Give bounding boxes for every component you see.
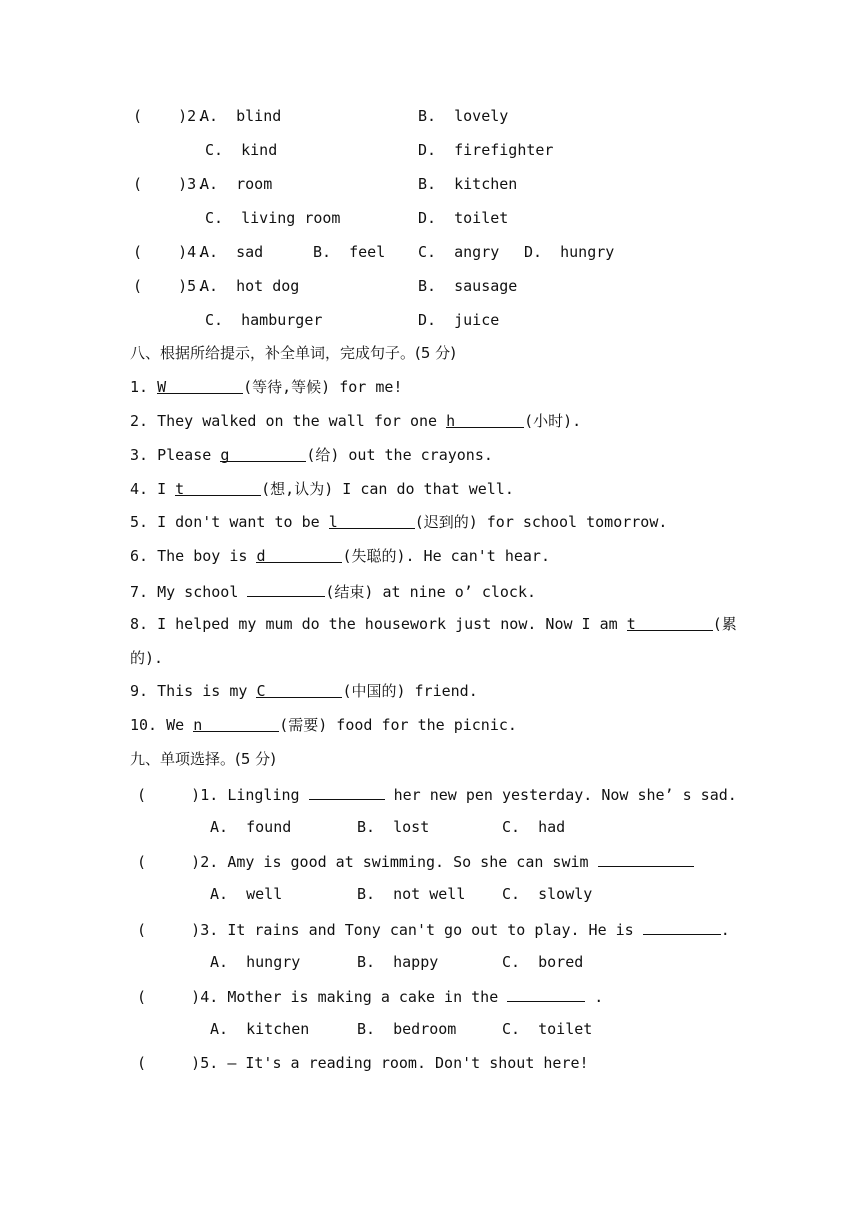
option-b: B. feel [313, 243, 386, 261]
section9-heading: 九、单项选择。(5 分) [130, 750, 277, 768]
answer-paren: ( )2. [137, 853, 219, 871]
option-b: B. kitchen [418, 175, 518, 193]
option-a: A. well [210, 885, 283, 903]
fill-item-4: 4. I t (想,认为) I can do that well. [130, 480, 514, 498]
option-c: C. had [502, 818, 566, 836]
option-c: C. angry [418, 243, 500, 261]
option-d: D. hungry [524, 243, 615, 261]
option-b: B. bedroom [357, 1020, 457, 1038]
option-a: A. hot dog [200, 277, 300, 295]
blank[interactable]: d [256, 546, 342, 563]
option-a: A. sad [200, 243, 264, 261]
answer-paren: ( )4. [133, 243, 206, 261]
option-b: B. lovely [418, 107, 509, 125]
option-c: C. hamburger [205, 311, 323, 329]
option-b: B. happy [357, 953, 439, 971]
fill-item-2: 2. They walked on the wall for one h (小时). [130, 412, 582, 430]
blank[interactable] [507, 985, 585, 1002]
fill-item-7: 7. My school (结束) at nine o’ clock. [130, 580, 536, 600]
answer-paren: ( )5. [137, 1054, 219, 1072]
fill-item-5: 5. I don't want to be l (迟到的) for school tomorrow. [130, 513, 668, 531]
blank[interactable]: g [220, 445, 306, 462]
blank[interactable]: l [329, 512, 415, 529]
answer-paren: ( )2. [133, 107, 206, 125]
section8-heading: 八、根据所给提示，补全单词，完成句子。(5 分) [130, 344, 457, 362]
answer-paren: ( )3. [133, 175, 206, 193]
option-b: B. not well [357, 885, 466, 903]
worksheet-page: ( )2. A. blind B. lovely C. kind D. firefighter ( )3. A. room B. kitchen C. living room D. toilet ( )4. A. sad B. feel C. angry D. hungry ( )5. A. hot dog B. sausage C. hamburger D. juice 八、根据所给提示，补全单词，完成句子。(5 分) 1. W (等待,等候) for me! 2. They walked on the wall for one h (小时). 3. Please g (给) out the crayons. 4. I t (想,认为) I can do that well. 5. I don't want to be l (迟到的) for school tomorrow. 6. The boy is d (失聪的). He can't hear. 7. My school (结束) at nine o’ clock. 8. I helped my mum do the housework just now. Now I am t (累 的). 9. This is my C (中国的) friend. 10. We n (需要) food for the picnic. 九、单项选择。(5 分) ( )1. Lingling her new pen yesterday. Now she’ s sad. A. found B. lost C. had ( )2. Amy is good at swimming. So she can swim A. well B. not well C. slowly ( )3. It rains and Tony can't go out to play. He is . A. hungry B. happy C. bored ( )4. Mother is making a cake in the . A. kitchen B. bedroom C. toilet ( )5. — It's a reading room. Don't shout here! [130, 107, 737, 1072]
fill-item-10: 10. We n (需要) food for the picnic. [130, 716, 517, 734]
answer-paren: ( )3. [137, 921, 219, 939]
fill-item-3: 3. Please g (给) out the crayons. [130, 446, 493, 464]
option-b: B. lost [357, 818, 430, 836]
blank[interactable] [247, 580, 325, 597]
blank[interactable]: t [627, 614, 713, 631]
option-c: C. bored [502, 953, 584, 971]
blank[interactable] [598, 850, 694, 867]
option-c: C. slowly [502, 885, 593, 903]
option-a: A. blind [200, 107, 282, 125]
option-c: C. living room [205, 209, 341, 227]
option-c: C. toilet [502, 1020, 593, 1038]
blank[interactable] [309, 783, 385, 800]
option-c: C. kind [205, 141, 278, 159]
blank[interactable]: W [157, 377, 243, 394]
fill-item-9: 9. This is my C (中国的) friend. [130, 682, 478, 700]
answer-paren: ( )4. [137, 988, 219, 1006]
option-a: A. found [210, 818, 292, 836]
option-a: A. kitchen [210, 1020, 310, 1038]
blank[interactable]: n [193, 715, 279, 732]
fill-item-8: 8. I helped my mum do the housework just now. Now I am t (累 [130, 615, 737, 633]
fill-item-6: 6. The boy is d (失聪的). He can't hear. [130, 547, 550, 565]
option-d: D. toilet [418, 209, 509, 227]
fill-item-8-continuation: 的). [130, 649, 164, 667]
fill-item-1: 1. W (等待,等候) for me! [130, 378, 403, 396]
option-a: A. hungry [210, 953, 301, 971]
option-b: B. sausage [418, 277, 518, 295]
option-d: D. firefighter [418, 141, 554, 159]
blank[interactable]: C [256, 681, 342, 698]
answer-paren: ( )1. [137, 786, 219, 804]
answer-paren: ( )5. [133, 277, 206, 295]
blank[interactable]: t [175, 479, 261, 496]
blank[interactable]: h [446, 411, 524, 428]
blank[interactable] [643, 918, 721, 935]
option-a: A. room [200, 175, 273, 193]
option-d: D. juice [418, 311, 500, 329]
